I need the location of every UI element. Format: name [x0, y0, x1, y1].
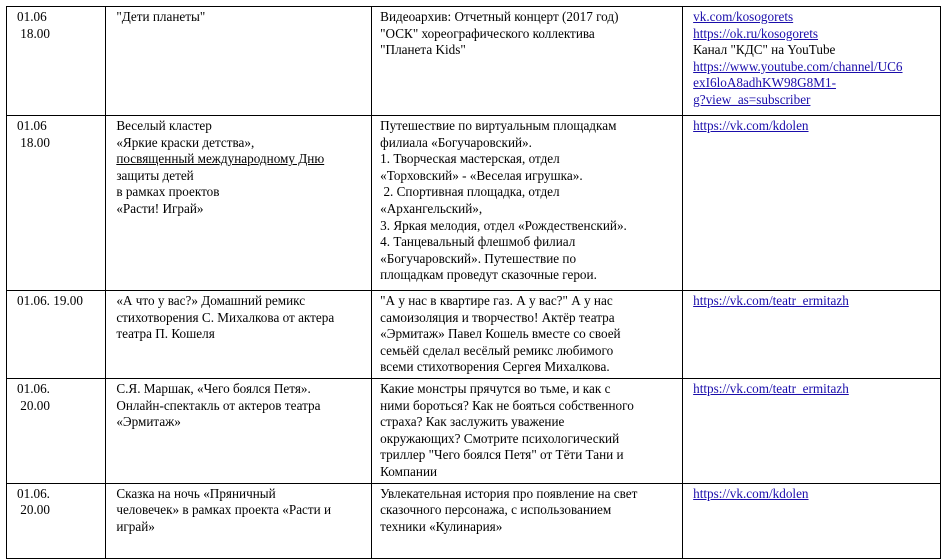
description-line: Путешествие по виртуальным площадкам: [380, 118, 617, 133]
title-cell: [106, 291, 372, 379]
link-youtube[interactable]: exI6loA8adhKW98G8M1-: [693, 75, 836, 91]
description-line: страха? Как заслужить уважение: [380, 414, 565, 430]
links-cell: [683, 7, 941, 116]
title-line: С.Я. Маршак, «Чего боялся Петя».: [116, 380, 311, 396]
youtube-channel-label: Канал "КДС" на YouTube: [693, 42, 836, 58]
table-row: [7, 7, 941, 116]
link-ok[interactable]: https://ok.ru/kosogorets: [693, 25, 819, 41]
link-vk[interactable]: vk.com/kosogorets: [693, 9, 794, 24]
description-line: окружающих? Смотрите психологический: [380, 430, 620, 446]
date-cell: [7, 378, 106, 483]
date-cell: [7, 291, 106, 379]
title-line: Веселый кластер: [116, 118, 212, 133]
link-vk[interactable]: https://vk.com/kdolen: [693, 118, 809, 133]
title-line: посвященный международному Дню: [116, 151, 325, 167]
title-cell: [106, 483, 372, 558]
description-line: 3. Яркая мелодия, отдел «Рождественский».: [380, 217, 627, 233]
description-line: филиала «Богучаровский».: [380, 134, 532, 150]
links-cell: [683, 116, 941, 291]
description-line: "А у нас в квартире газ. А у вас?" А у нас: [380, 293, 613, 308]
title-line: в рамках проектов: [116, 184, 220, 200]
link-vk[interactable]: https://vk.com/teatr_ermitazh: [693, 293, 849, 308]
date-line: 01.06.: [17, 380, 50, 396]
title-cell: [106, 116, 372, 291]
title-line: защиты детей: [116, 167, 194, 183]
description-line: всеми стихотворения Сергея Михалкова.: [380, 359, 610, 375]
date-line: 01.06. 19.00: [17, 293, 83, 308]
link-youtube[interactable]: g?view_as=subscriber: [693, 91, 811, 107]
description-cell: [372, 378, 683, 483]
description-cell: [372, 291, 683, 379]
description-line: "Планета Kids": [380, 42, 466, 58]
date-line: 20.00: [17, 502, 50, 518]
description-line: самоизоляция и творчество! Актёр театра: [380, 309, 615, 325]
description-line: «Архангельский»,: [380, 200, 483, 216]
title-cell: [106, 7, 372, 116]
description-line: "ОСК" хореографического коллектива: [380, 25, 595, 41]
title-line: Онлайн-спектакль от актеров театра: [116, 397, 321, 413]
title-line: «А что у вас?» Домашний ремикс: [116, 293, 306, 308]
links-cell: [683, 483, 941, 558]
title-line: играй»: [116, 518, 155, 534]
title-line: человечек» в рамках проекта «Расти и: [116, 502, 332, 518]
link-vk[interactable]: https://vk.com/kdolen: [693, 485, 809, 501]
title-line: «Расти! Играй»: [116, 200, 204, 216]
title-line: "Дети планеты": [116, 9, 206, 24]
table-row: [7, 483, 941, 558]
title-cell: [106, 378, 372, 483]
description-line: сказочного персонажа, с использованием: [380, 502, 612, 518]
title-line: Сказка на ночь «Пряничный: [116, 485, 276, 501]
title-line: «Эрмитаж»: [116, 414, 181, 430]
date-line: 18.00: [17, 25, 50, 41]
date-line: 20.00: [17, 397, 50, 413]
title-line: «Яркие краски детства»,: [116, 134, 255, 150]
description-line: «Эрмитаж» Павел Кошель вместе со своей: [380, 326, 621, 342]
date-cell: [7, 7, 106, 116]
description-line: ними бороться? Как не бояться собственного: [380, 397, 634, 413]
description-line: Какие монстры прячутся во тьме, и как с: [380, 380, 611, 396]
description-line: 2. Спортивная площадка, отдел: [380, 184, 560, 200]
description-line: 4. Танцевальный флешмоб филиал: [380, 234, 576, 250]
description-cell: [372, 483, 683, 558]
date-line: 01.06: [17, 9, 47, 24]
date-line: 01.06: [17, 118, 47, 133]
date-line: 18.00: [17, 134, 50, 150]
title-line: стихотворения С. Михалкова от актера: [116, 309, 335, 325]
description-line: «Торховский» - «Веселая игрушка».: [380, 167, 583, 183]
description-line: Увлекательная история про появление на свет: [380, 485, 638, 501]
date-cell: [7, 483, 106, 558]
date-cell: [7, 116, 106, 291]
description-line: техники «Кулинария»: [380, 518, 503, 534]
description-line: триллер "Чего боялся Петя" от Тёти Тани и: [380, 447, 624, 463]
title-line: театра П. Кошеля: [116, 326, 215, 342]
table-row: [7, 378, 941, 483]
table-row: [7, 116, 941, 291]
links-cell: [683, 378, 941, 483]
description-line: площадкам проведут сказочные герои.: [380, 267, 597, 283]
link-youtube[interactable]: https://www.youtube.com/channel/UC6: [693, 58, 903, 74]
description-cell: [372, 7, 683, 116]
description-line: «Богучаровский». Путешествие по: [380, 250, 577, 266]
description-line: Видеоархив: Отчетный концерт (2017 год): [380, 9, 619, 24]
date-line: 01.06.: [17, 485, 50, 501]
links-cell: [683, 291, 941, 379]
description-line: Компании: [380, 463, 438, 479]
description-line: 1. Творческая мастерская, отдел: [380, 151, 560, 167]
link-vk[interactable]: https://vk.com/teatr_ermitazh: [693, 380, 849, 396]
table-row: [7, 291, 941, 379]
description-cell: [372, 116, 683, 291]
description-line: семьёй сделал весёлый ремикс любимого: [380, 342, 614, 358]
events-table: [6, 6, 941, 559]
